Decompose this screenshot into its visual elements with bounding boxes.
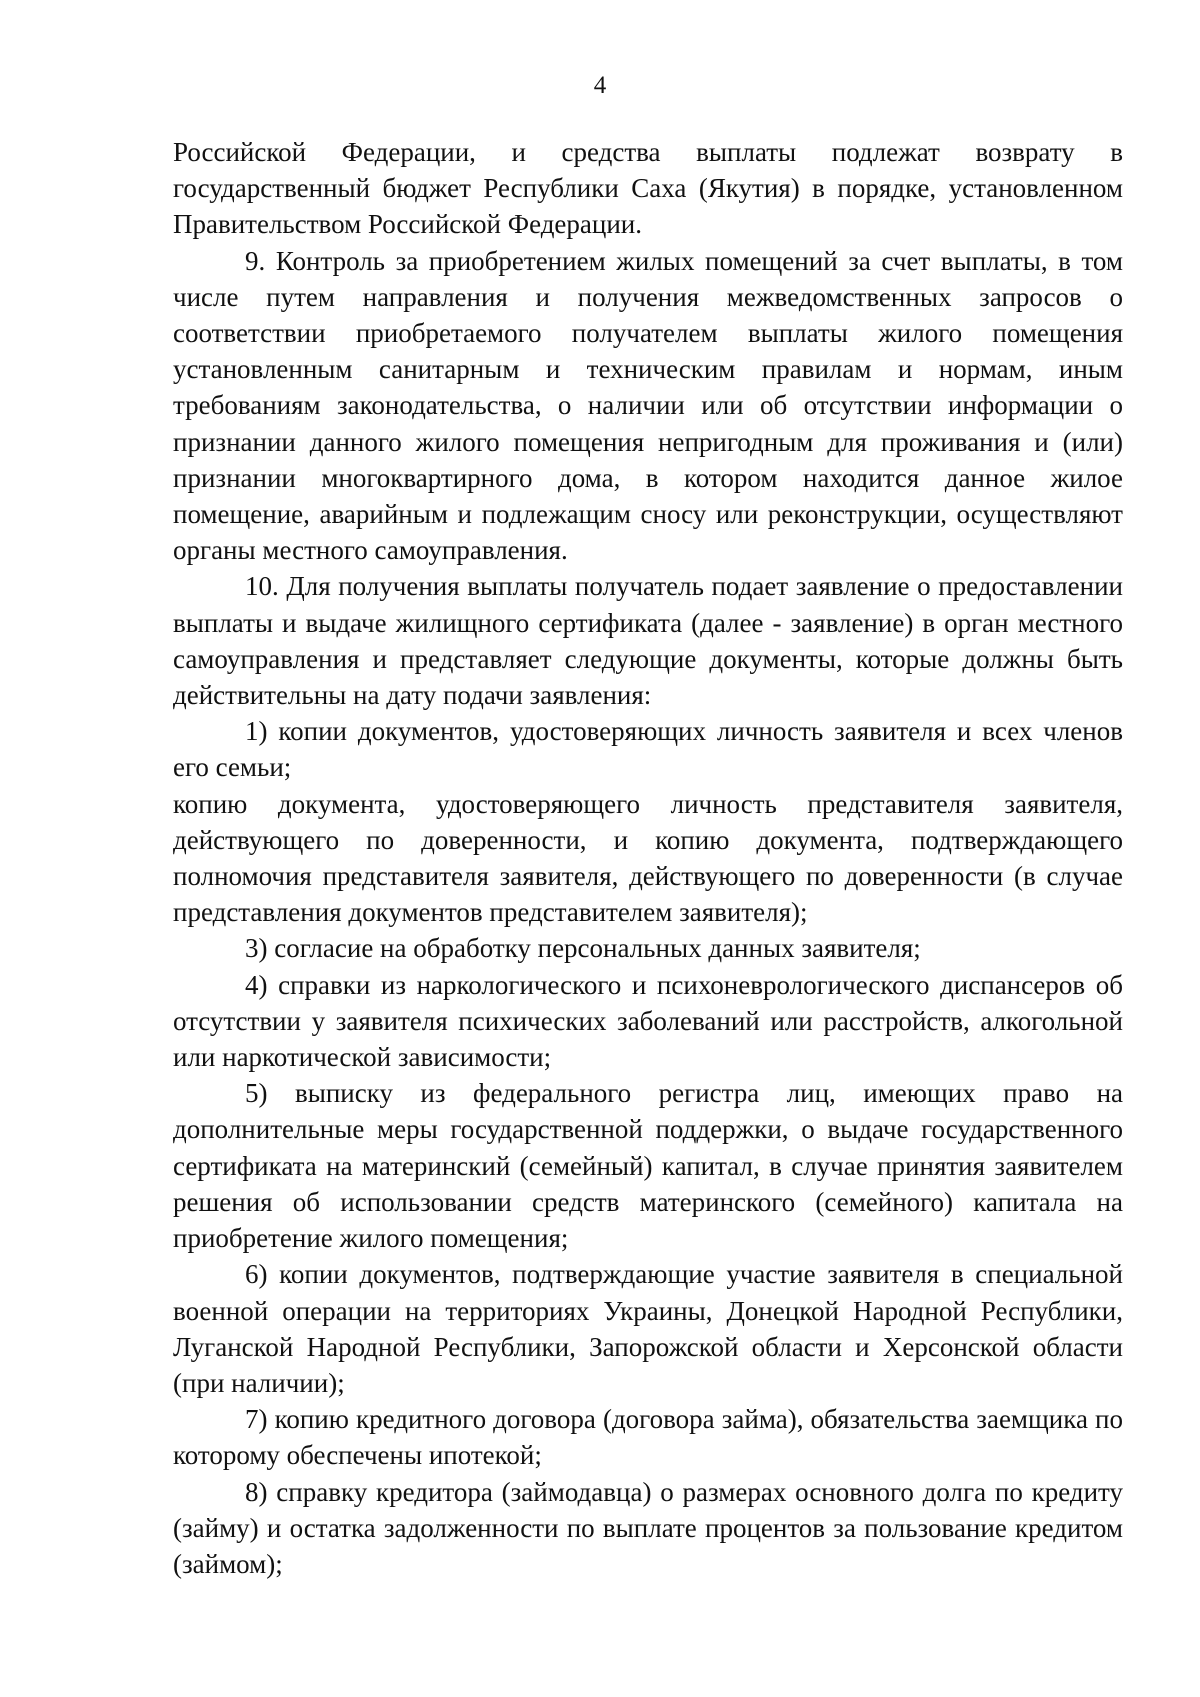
list-item-3: 3) согласие на обработку персональных данных заявителя;: [245, 933, 921, 964]
paragraph-continuation: Российской Федерации, и средства выплаты подлежат возврату в государственный бюджет Республики Саха (Якутия) в порядке, установленном Правительством Российской Федерации.: [173, 137, 1123, 240]
page-number: 4: [593, 72, 607, 99]
list-item-5: 5) выписку из федерального регистра лиц, имеющих право на дополнительные меры государственной поддержки, о выдаче государственного сертификата на материнский (семейный) капитал, в случае принятия заявителем решения об использовании средств материнского (семейного) капитала на приобретение жилого помещения;: [173, 1078, 1123, 1254]
list-item-7: 7) копию кредитного договора (договора займа), обязательства заемщика по которому обеспечены ипотекой;: [173, 1404, 1123, 1471]
paragraph-item-9: 9. Контроль за приобретением жилых помещений за счет выплаты, в том числе путем направления и получения межведомственных запросов о соответствии приобретаемого получателем выплаты жилого помещения установленным санитарным и техническим правилам и нормам, иным требованиям законодательства, о наличии или об отсутствии информации о признании данного жилого помещения непригодным для проживания и (или) признании многоквартирного дома, в котором находится данное жилое помещение, аварийным и подлежащим сносу или реконструкции, осуществляют органы местного самоуправления.: [173, 245, 1123, 566]
list-item-1: 1) копии документов, удостоверяющих личность заявителя и всех членов его семьи;: [173, 716, 1123, 783]
paragraph-item-10: 10. Для получения выплаты получатель подает заявление о предоставлении выплаты и выдаче жилищного сертификата (далее - заявление) в орган местного самоуправления и представляет следующие документы, которые должны быть действительны на дату подачи заявления:: [173, 571, 1123, 711]
list-item-6: 6) копии документов, подтверждающие участие заявителя в специальной военной операции на территориях Украины, Донецкой Народной Республики, Луганской Народной Республики, Запорожской области и Херсонской области (при наличии);: [173, 1259, 1123, 1398]
list-item-8: 8) справку кредитора (займодавца) о размерах основного долга по кредиту (займу) и остатка задолженности по выплате процентов за пользование кредитом (займом);: [173, 1476, 1123, 1579]
list-item-4: 4) справки из наркологического и психоневрологического диспансеров об отсутствии у заявителя психических заболеваний или расстройств, алкогольной или наркотической зависимости;: [173, 969, 1123, 1073]
list-item-2: копию документа, удостоверяющего личность представителя заявителя, действующего по доверенности, и копию документа, подтверждающего полномочия представителя заявителя, действующего по доверенности (в случае представления документов представителем заявителя);: [173, 788, 1123, 928]
document-body: [173, 134, 1123, 1582]
